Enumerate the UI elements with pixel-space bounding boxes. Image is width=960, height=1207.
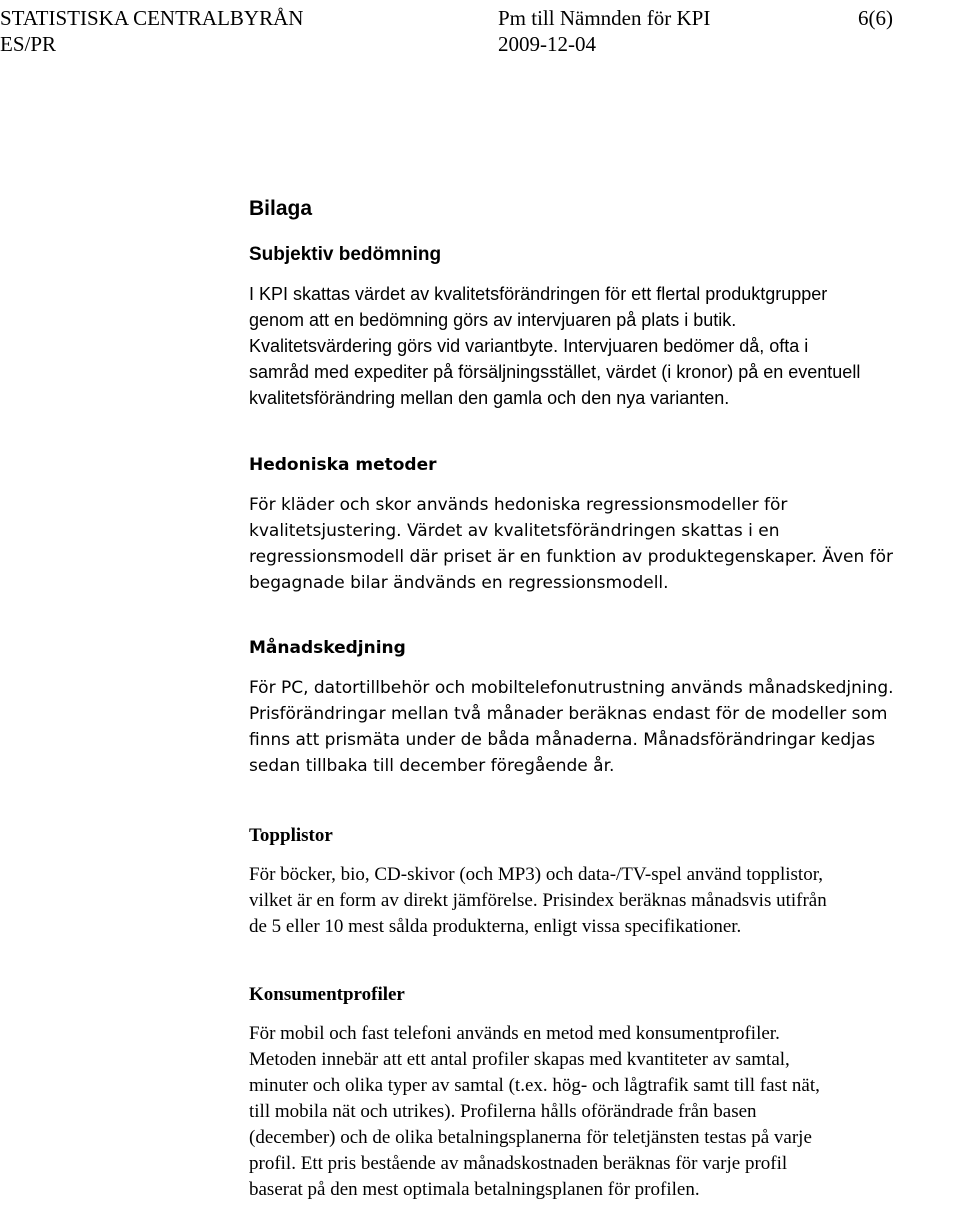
organization-name: STATISTISKA CENTRALBYRÅN: [0, 6, 304, 30]
paragraph-line: sedan tillbaka till december föregående år.: [249, 756, 615, 776]
paragraph-line: kvalitetsjustering. Värdet av kvalitetsförändringen skattas i en: [249, 521, 780, 541]
paragraph-line: de 5 eller 10 mest sålda produkterna, enligt vissa specifikationer.: [249, 916, 742, 937]
paragraph-line: För PC, datortillbehör och mobiltelefonutrustning används månadskedjning.: [249, 678, 894, 698]
paragraph-line: vilket är en form av direkt jämförelse. Prisindex beräknas månadsvis utifrån: [249, 890, 827, 911]
paragraph-line: samråd med expediter på försäljningsstället, värdet (i kronor) på en eventuell: [249, 362, 861, 382]
section-hedonic-methods: [249, 453, 957, 596]
author-signature: ES/PR: [0, 32, 57, 56]
paragraph-line: För böcker, bio, CD-skivor (och MP3) och data-/TV-spel använd topplistor,: [249, 864, 824, 885]
paragraph-line: finns att prismäta under de båda månaderna. Månadsförändringar kedjas: [249, 730, 876, 750]
section-consumer-profiles: [249, 982, 957, 1203]
paragraph-line: baserat på den mest optimala betalningsplanen för profilen.: [249, 1179, 700, 1200]
paragraph-line: (december) och de olika betalningsplanerna för teletjänsten testas på varje: [249, 1127, 812, 1148]
paragraph-line: Kvalitetsvärdering görs vid variantbyte. Intervjuaren bedömer då, ofta i: [249, 336, 809, 356]
paragraph-line: begagnade bilar ändvänds en regressionsmodell.: [249, 573, 669, 593]
document-title: Pm till Nämnden för KPI: [498, 6, 711, 30]
paragraph-line: För kläder och skor används hedoniska regressionsmodeller för: [249, 495, 788, 515]
paragraph-line: profil. Ett pris bestående av månadskostnaden beräknas för varje profil: [249, 1153, 788, 1174]
paragraph-line: Metoden innebär att ett antal profiler skapas med kvantiteter av samtal,: [249, 1049, 790, 1070]
document-body: [249, 196, 957, 1203]
paragraph-line: För mobil och fast telefoni används en metod med konsumentprofiler.: [249, 1023, 780, 1044]
section-title: Subjektiv bedömning: [249, 244, 442, 265]
section-toplists: [249, 823, 957, 940]
paragraph-line: I KPI skattas värdet av kvalitetsförändringen för ett flertal produktgrupper: [249, 284, 828, 304]
section-title: Topplistor: [249, 825, 333, 846]
paragraph-line: till mobila nät och utrikes). Profilerna hålls oförändrade från basen: [249, 1101, 757, 1122]
appendix-title: Bilaga: [249, 197, 313, 220]
section-monthly-chaining: [249, 636, 957, 779]
paragraph-line: genom att en bedömning görs av intervjuaren på plats i butik.: [249, 310, 737, 330]
paragraph-line: minuter och olika typer av samtal (t.ex. hög- och lågtrafik samt till fast nät,: [249, 1075, 820, 1096]
paragraph-line: regressionsmodell där priset är en funktion av produktegenskaper. Även för: [249, 547, 894, 567]
page-number: 6(6): [858, 6, 893, 30]
section-title: Hedoniska metoder: [249, 455, 437, 475]
section-subjective-assessment: [249, 242, 957, 411]
section-title: Konsumentprofiler: [249, 984, 405, 1005]
document-date: 2009-12-04: [498, 32, 596, 56]
section-title: Månadskedjning: [249, 638, 406, 658]
paragraph-line: kvalitetsförändring mellan den gamla och den nya varianten.: [249, 388, 730, 408]
paragraph-line: Prisförändringar mellan två månader beräknas endast för de modeller som: [249, 704, 888, 724]
